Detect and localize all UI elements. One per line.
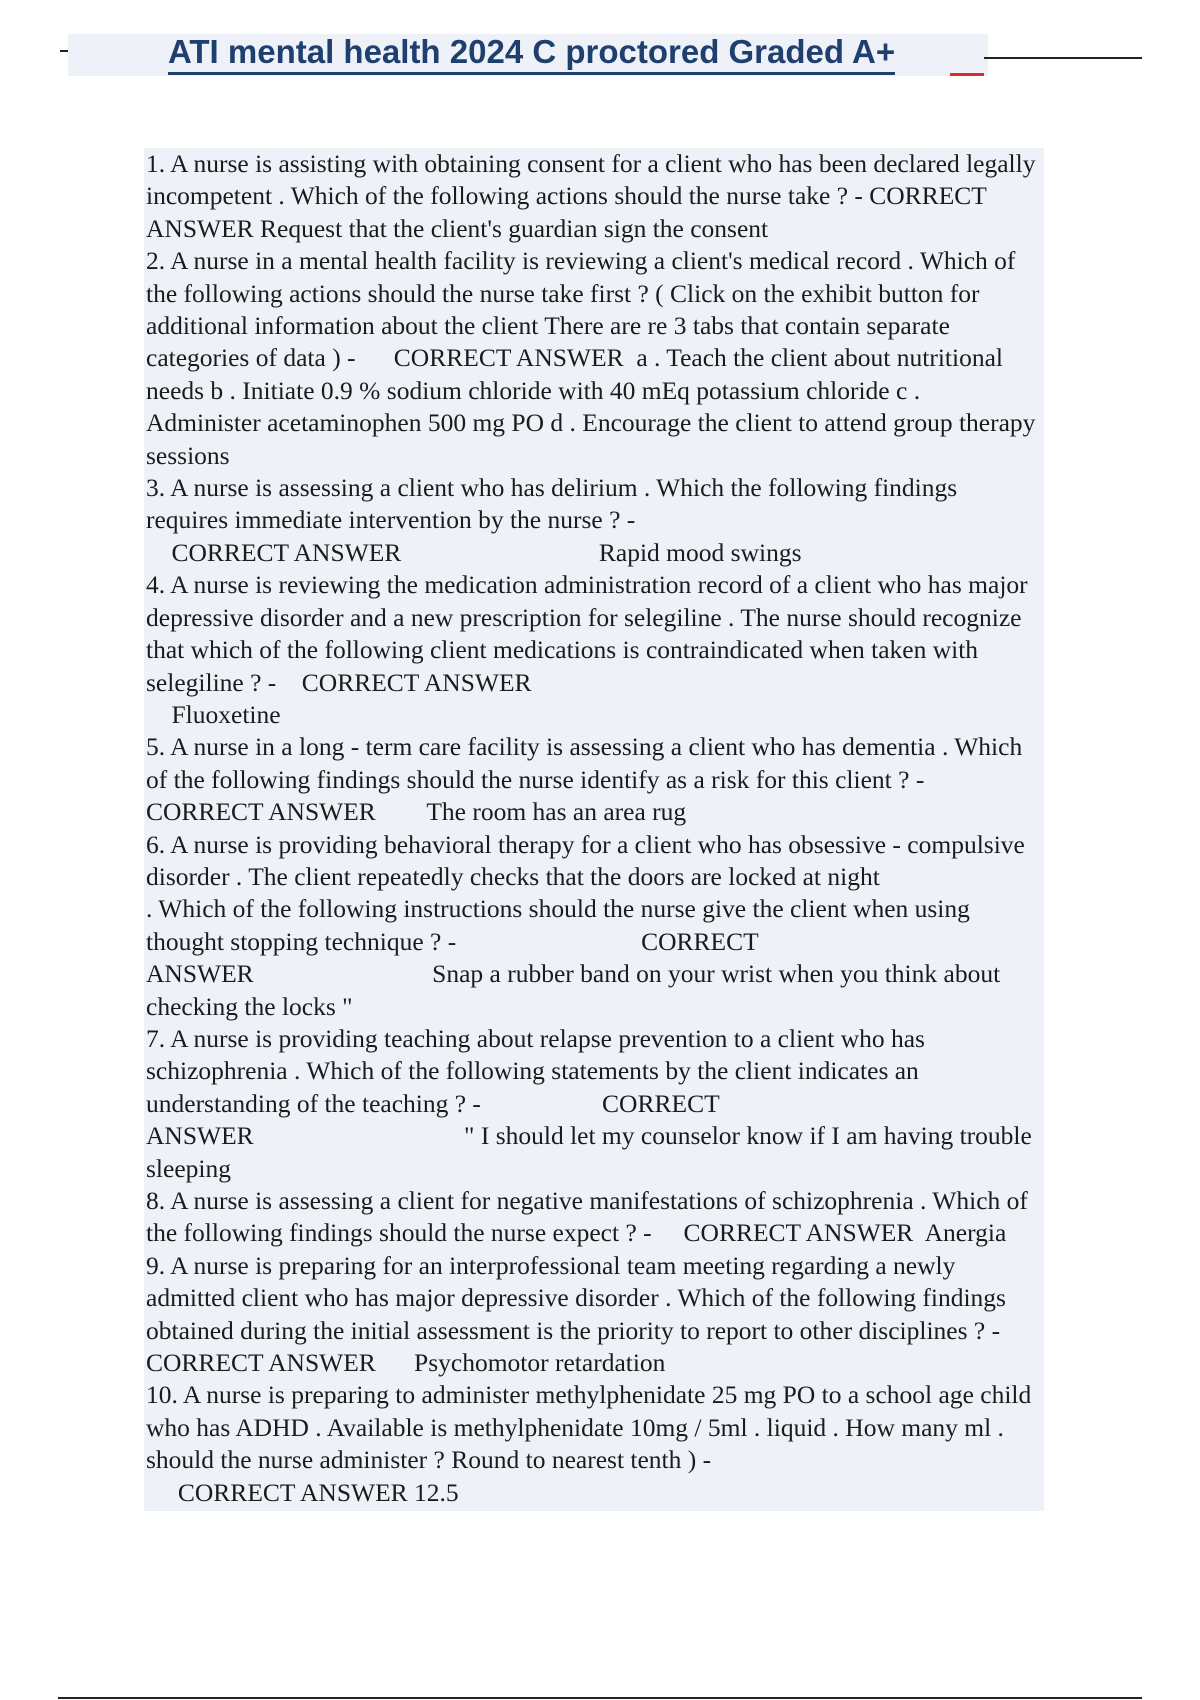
question-item-1: 1. A nurse is assisting with obtaining consent for a client who has been declared legally incompetent . Which of the following actions should the nurse take ? - CORRECT ANSWER Request that the client's guardian sign the consent [146,149,1042,243]
header-rule [984,57,1142,59]
header-left-dash [60,50,68,52]
page-header [0,24,1200,84]
footer-rule [58,1697,1142,1699]
question-list [144,148,1044,1511]
question-item-2: 2. A nurse in a mental health facility is reviewing a client's medical record . Which of the following actions should the nurse take first ? ( Click on the exhibit button for additional information about the client There are re 3 tabs that contain separate categories of data ) - CORRECT ANSWER a . Teach the client about nutritional needs b . Initiate 0.9 % sodium chloride with 40 mEq potassium chloride c . Administer acetaminophen 500 mg PO d . Encourage the client to attend group therapy sessions [146,246,1042,470]
question-item-9: 9. A nurse is preparing for an interprofessional team meeting regarding a newly admitted client who has major depressive disorder . Which of the following findings obtained during the initial assessment is the priority to report to other disciplines ? - CORRECT ANSWER Psychomotor retardation [146,1250,1013,1378]
question-item-8: 8. A nurse is assessing a client for negative manifestations of schizophrenia . Which of the following findings should the nurse expect ? - CORRECT ANSWER Anergia [146,1186,1035,1248]
question-item-6: 6. A nurse is providing behavioral therapy for a client who has obsessive - compulsive disorder . The client repeatedly checks that the doors are locked at night . Which of the following instructions should the nurse give the client when using thought stopping technique ? - CORRECT ANSWER Snap a rubber band on your wrist when you think about checking the locks " [146,829,1025,1021]
question-item-5: 5. A nurse in a long - term care facility is assessing a client who has dementia . Which of the following findings should the nurse identify as a risk for this client ? - CORRECT ANSWER The room has an area rug [146,732,1029,827]
document-title: ATI mental health 2024 C proctored Graded A+ [168,32,895,75]
question-item-4: 4. A nurse is reviewing the medication administration record of a client who has major depressive disorder and a new prescription for selegiline . The nurse should recognize that which of the following client medications is contraindicated when taken with selegiline ? - CORRECT ANSWER Fluoxetine [146,570,1028,729]
question-item-7: 7. A nurse is providing teaching about relapse prevention to a client who has schizophrenia . Which of the following statements by the client indicates an understanding of the teaching ? - CORRECT ANSWER " I should let my counselor know if I am having trouble sleeping [146,1023,1032,1183]
question-item-3: 3. A nurse is assessing a client who has delirium . Which the following findings requires immediate intervention by the nurse ? - CORRECT ANSWER Rapid mood swings [146,473,958,567]
title-underline-accent [950,73,984,76]
question-item-10: 10. A nurse is preparing to administer methylphenidate 25 mg PO to a school age child who has ADHD . Available is methylphenidate 10mg / 5ml . liquid . How many ml . should the nurse administer ? Round to nearest tenth ) - CORRECT ANSWER 12.5 [146,1380,1032,1507]
